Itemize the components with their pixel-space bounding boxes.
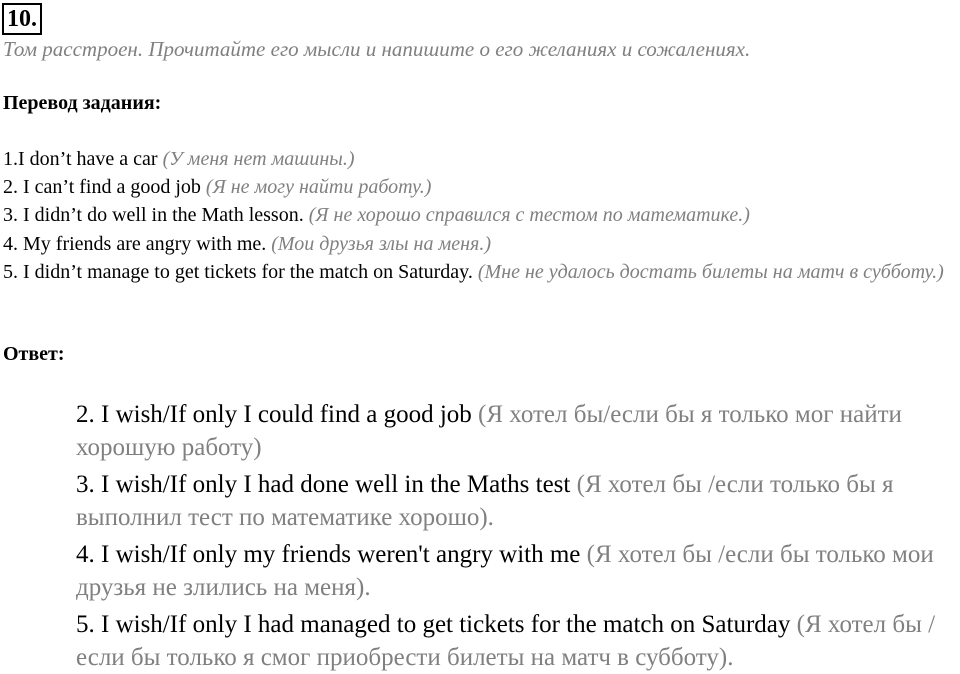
task-russian: (Мои друзья злы на меня.) (271, 232, 491, 255)
task-russian: (Я не хорошо справился с тестом по математике.) (308, 204, 750, 227)
exercise-instruction: Том расстроен. Прочитайте его мысли и напишите о его желаниях и сожалениях. (3, 37, 751, 61)
answer-list (76, 398, 960, 674)
answer-russian: (Я хотел бы /если бы только я смог приобрести билеты на матч в субботу). (76, 611, 936, 671)
task-russian: (Я не могу найти работу.) (205, 176, 432, 199)
translation-item (3, 173, 958, 201)
answer-item (76, 468, 960, 534)
translation-item (3, 201, 958, 229)
answer-item (76, 608, 960, 674)
translation-heading: Перевод задания: (3, 92, 162, 114)
answer-english: 5. I wish/If only I had managed to get tickets for the match on Saturday (76, 611, 791, 638)
task-english: 2. I can’t find a good job (3, 176, 201, 199)
answer-heading: Ответ: (3, 343, 65, 365)
answer-russian: (Я хотел бы /если только бы я выполнил тест по математике хорошо). (76, 471, 894, 531)
answer-russian: (Я хотел бы/если бы я только мог найти хорошую работу) (76, 401, 902, 461)
translation-list (3, 145, 958, 286)
task-english: 4. My friends are angry with me. (3, 232, 267, 255)
answer-russian: (Я хотел бы /если бы только мои друзья не злились на меня). (76, 541, 934, 601)
task-russian: (У меня нет машины.) (162, 148, 355, 170)
task-english: 5. I didn’t manage to get tickets for the match on Saturday. (3, 260, 473, 283)
answer-english: 4. I wish/If only my friends weren't angry with me (76, 541, 581, 568)
exercise-number: 10. (2, 3, 42, 35)
answer-item (76, 538, 960, 604)
task-russian: (Мне не удалось достать билеты на матч в субботу.) (477, 260, 944, 283)
translation-item (3, 145, 958, 173)
task-english: 1.I don’t have a car (3, 148, 158, 170)
answer-item (76, 398, 960, 464)
answer-english: 3. I wish/If only I had done well in the Maths test (76, 471, 571, 498)
translation-item (3, 230, 958, 258)
answer-english: 2. I wish/If only I could find a good job (76, 401, 472, 428)
task-english: 3. I didn’t do well in the Math lesson. (3, 204, 304, 227)
translation-item (3, 258, 958, 286)
